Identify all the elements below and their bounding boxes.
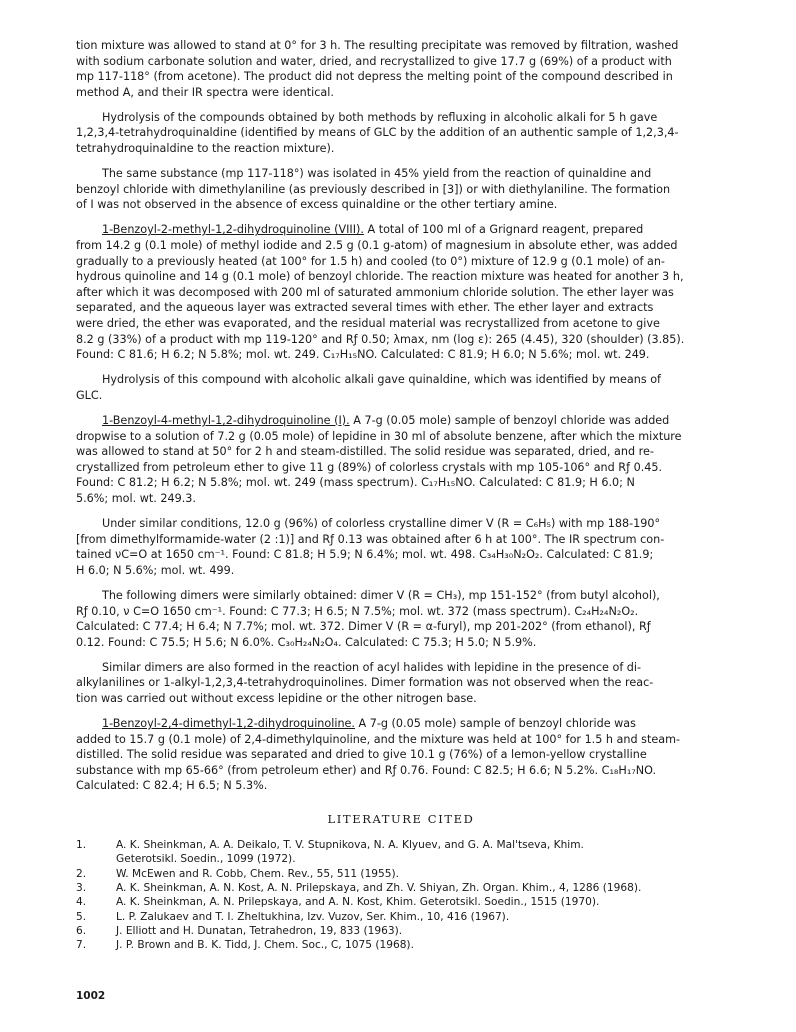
reference-line: A. K. Sheinkman, A. N. Kost, A. N. Prilepskaya, and Zh. V. Shiyan, Zh. Organ. Khim., 4, 1286 (1968). <box>116 881 642 894</box>
reference-item <box>76 910 726 924</box>
compound-heading: 1-Benzoyl-2-methyl-1,2-dihydroquinoline (VIII). <box>102 223 364 237</box>
reference-line: W. McEwen and R. Cobb, Chem. Rev., 55, 511 (1955). <box>116 867 400 880</box>
text-line: after which it was decomposed with 200 ml of saturated ammonium chloride solution. The ether layer was <box>76 285 674 299</box>
reference-text <box>116 838 726 867</box>
reference-number: 7. <box>76 939 87 952</box>
reference-number: 4. <box>76 896 87 909</box>
text-line: with sodium carbonate solution and water, dried, and recrystallized to give 17.7 g (69%) of a product with <box>76 54 672 68</box>
text-line: benzoyl chloride with dimethylaniline (as previously described in [3]) or with diethylaniline. The formation <box>76 182 671 196</box>
text-line: GLC. <box>76 388 103 402</box>
text-line <box>76 222 726 238</box>
paragraph <box>76 166 726 213</box>
reference-line: A. K. Sheinkman, A. N. Prilepskaya, and A. N. Kost, Khim. Geterotsikl. Soedin., 1515 (1970). <box>116 896 600 909</box>
reference-list <box>76 838 726 952</box>
text-line: added to 15.7 g (0.1 mole) of 2,4-dimethylquinoline, and the mixture was held at 100° for 1.5 h and steam- <box>76 732 681 746</box>
text-line: tained νC=O at 1650 cm⁻¹. Found: C 81.8; H 5.9; N 6.4%; mol. wt. 498. C₃₄H₃₀N₂O₂. Calculated: C 81.9; <box>76 548 654 562</box>
text-line: 8.2 g (33%) of a product with mp 119-120° and Rƒ 0.50; λmax, nm (log ε): 265 (4.45), 320 (shoulder) (3.85). <box>76 332 685 346</box>
text-line: from 14.2 g (0.1 mole) of methyl iodide and 2.5 g (0.1 g-atom) of magnesium in absolute ether, was added <box>76 239 678 253</box>
reference-line: J. P. Brown and B. K. Tidd, J. Chem. Soc., C, 1075 (1968). <box>116 939 414 952</box>
text-line: [from dimethylformamide-water (2 :1)] and Rƒ 0.13 was obtained after 6 h at 100°. The IR spectrum con- <box>76 532 665 546</box>
paragraph <box>76 516 726 578</box>
paragraph <box>76 110 726 157</box>
text-line: alkylanilines or 1-alkyl-1,2,3,4-tetrahydroquinolines. Dimer formation was not observed when the reac- <box>76 676 654 690</box>
text-line: 1,2,3,4-tetrahydroquinaldine (identified by means of GLC by the addition of an authentic sample of 1,2,3,4- <box>76 126 679 140</box>
text-line: crystallized from petroleum ether to give 11 g (89%) of colorless crystals with mp 105-106° and Rƒ 0.45. <box>76 460 663 474</box>
text-line: Calculated: C 82.4; H 6.5; N 5.3%. <box>76 779 268 793</box>
text-line: Found: C 81.2; H 6.2; N 5.8%; mol. wt. 249 (mass spectrum). C₁₇H₁₅NO. Calculated: C 81.9; H 6.0; N <box>76 476 635 490</box>
page-body <box>76 38 726 952</box>
text-line: separated, and the aqueous layer was extracted several times with ether. The ether layer and extracts <box>76 301 654 315</box>
text-line: of I was not observed in the absence of excess quinaldine or the other tertiary amine. <box>76 198 558 212</box>
reference-text <box>116 881 726 895</box>
text-line: mp 117-118° (from acetone). The product did not depress the melting point of the compound described in <box>76 70 673 84</box>
reference-text <box>116 895 726 909</box>
paragraph <box>76 372 726 403</box>
text-line: distilled. The solid residue was separated and dried to give 10.1 g (76%) of a lemon-yellow crystalline <box>76 748 647 762</box>
reference-text <box>116 910 726 924</box>
paragraph <box>76 716 726 794</box>
reference-item <box>76 924 726 938</box>
reference-text <box>116 867 726 881</box>
line-text: A total of 100 ml of a Grignard reagent, prepared <box>363 223 644 237</box>
text-line: substance with mp 65-66° (from petroleum ether) and Rƒ 0.76. Found: C 82.5; H 6.6; N 5.2%. C₁₈H₁₇NO. <box>76 763 657 777</box>
reference-item <box>76 838 726 867</box>
text-line: Under similar conditions, 12.0 g (96%) of colorless crystalline dimer V (R = C₆H₅) with mp 188-190° <box>102 517 661 531</box>
text-line: tion mixture was allowed to stand at 0° for 3 h. The resulting precipitate was removed by filtration, washed <box>76 39 679 52</box>
reference-item <box>76 867 726 881</box>
reference-item <box>76 881 726 895</box>
reference-number: 5. <box>76 910 87 923</box>
page-number: 1002 <box>76 990 106 1002</box>
reference-text <box>116 924 726 938</box>
reference-line: L. P. Zalukaev and T. I. Zheltukhina, Izv. Vuzov, Ser. Khim., 10, 416 (1967). <box>116 910 510 923</box>
article-text <box>76 38 726 794</box>
reference-number: 2. <box>76 867 87 880</box>
paragraph <box>76 38 726 100</box>
paragraph <box>76 413 726 507</box>
line-text: A 7-g (0.05 mole) sample of benzoyl chloride was added <box>349 413 670 427</box>
text-line: Hydrolysis of this compound with alcoholic alkali gave quinaldine, which was identified by means of <box>102 373 661 387</box>
text-line: tetrahydroquinaldine to the reaction mixture). <box>76 142 335 156</box>
reference-number: 3. <box>76 881 87 894</box>
reference-line: A. K. Sheinkman, A. A. Deikalo, T. V. Stupnikova, N. A. Klyuev, and G. A. Mal'tseva, Khim. <box>116 839 584 852</box>
text-line: H 6.0; N 5.6%; mol. wt. 499. <box>76 563 235 577</box>
line-text: A 7-g (0.05 mole) sample of benzoyl chloride was <box>354 717 636 731</box>
text-line <box>76 413 726 429</box>
text-line: were dried, the ether was evaporated, and the residual material was recrystallized from acetone to give <box>76 317 660 330</box>
text-line: Hydrolysis of the compounds obtained by both methods by refluxing in alcoholic alkali for 5 h gave <box>102 110 658 124</box>
text-line: method A, and their IR spectra were identical. <box>76 85 334 99</box>
reference-text <box>116 938 726 952</box>
paragraph <box>76 588 726 650</box>
text-line: tion was carried out without excess lepidine or the other nitrogen base. <box>76 691 477 705</box>
text-line: dropwise to a solution of 7.2 g (0.05 mole) of lepidine in 30 ml of absolute benzene, after which the mixture <box>76 429 682 443</box>
text-line: hydrous quinoline and 14 g (0.1 mole) of benzoyl chloride. The reaction mixture was heated for another 3 h, <box>76 270 684 284</box>
reference-line: J. Elliott and H. Dunatan, Tetrahedron, 19, 833 (1963). <box>116 924 403 937</box>
text-line <box>76 716 726 732</box>
text-line: The same substance (mp 117-118°) was isolated in 45% yield from the reaction of quinaldine and <box>102 167 652 181</box>
text-line: was allowed to stand at 50° for 2 h and steam-distilled. The solid residue was separated, dried, and re- <box>76 445 654 459</box>
text-line: gradually to a previously heated (at 100° for 1.5 h) and cooled (to 0°) mixture of 12.9 g (0.1 mole) of an- <box>76 254 665 268</box>
compound-heading: 1-Benzoyl-2,4-dimethyl-1,2-dihydroquinoline. <box>102 717 355 731</box>
reference-item <box>76 938 726 952</box>
literature-cited-title: LITERATURE CITED <box>327 812 475 827</box>
text-line: 5.6%; mol. wt. 249.3. <box>76 491 196 505</box>
text-line: Calculated: C 77.4; H 6.4; N 7.7%; mol. wt. 372. Dimer V (R = α-furyl), mp 201-202° (from ethanol), Rƒ <box>76 620 651 634</box>
text-line: 0.12. Found: C 75.5; H 5.6; N 6.0%. C₃₀H₂₄N₂O₄. Calculated: C 75.3; H 5.0; N 5.9%. <box>76 635 537 649</box>
reference-item <box>76 895 726 909</box>
paragraph <box>76 660 726 707</box>
compound-heading: 1-Benzoyl-4-methyl-1,2-dihydroquinoline (I). <box>102 413 350 427</box>
reference-line: Geterotsikl. Soedin., 1099 (1972). <box>116 853 296 866</box>
text-line: Rƒ 0.10, ν C=O 1650 cm⁻¹. Found: C 77.3; H 6.5; N 7.5%; mol. wt. 372 (mass spectrum). C₂₄H₂₄N₂O₂. <box>76 604 639 618</box>
text-line: Found: C 81.6; H 6.2; N 5.8%; mol. wt. 249. C₁₇H₁₅NO. Calculated: C 81.9; H 6.0; N 5.6%; mol. wt. 249. <box>76 348 650 362</box>
reference-number: 6. <box>76 924 87 937</box>
text-line: The following dimers were similarly obtained: dimer V (R = CH₃), mp 151-152° (from butyl alcohol), <box>102 588 660 602</box>
text-line: Similar dimers are also formed in the reaction of acyl halides with lepidine in the presence of di- <box>102 660 642 674</box>
reference-number: 1. <box>76 839 87 852</box>
paragraph <box>76 222 726 362</box>
